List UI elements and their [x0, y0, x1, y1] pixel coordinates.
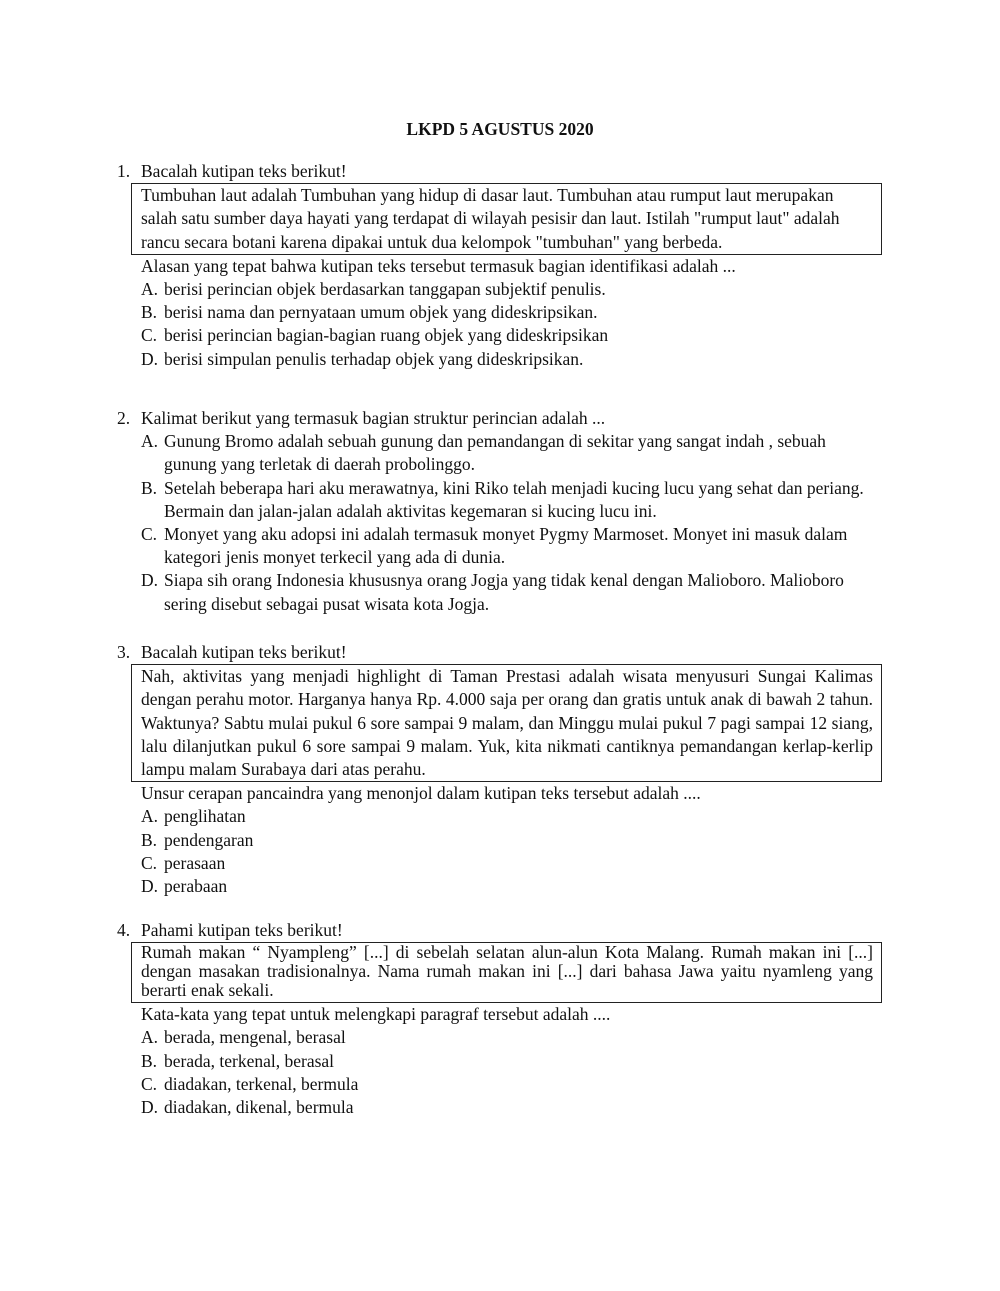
option-4c[interactable]	[117, 1073, 882, 1096]
option-text: diadakan, dikenal, bermula	[164, 1097, 354, 1118]
option-4b[interactable]	[117, 1050, 882, 1073]
option-text: perasaan	[164, 852, 226, 873]
option-letter: C.	[141, 1073, 158, 1094]
option-1a[interactable]	[117, 278, 882, 301]
question-1	[117, 160, 882, 371]
question-4-passage-box: Rumah makan “ Nyampleng” [...] di sebelah selatan alun-alun Kota Malang. Rumah makan ini [...] dengan masakan tradisionalnya. Nama rumah makan ini [...] dari bahasa Jawa yaitu nyamleng yang berarti enak sekali.	[131, 942, 882, 1003]
question-3-text: Unsur cerapan pancaindra yang menonjol dalam kutipan teks tersebut adalah ....	[141, 783, 701, 804]
option-letter: A.	[141, 431, 159, 452]
option-letter: A.	[141, 806, 159, 827]
option-text: Siapa sih orang Indonesia khususnya orang Jogja yang tidak kenal dengan Malioboro. Malioboro sering disebut sebagai pusat wisata kota Jogja.	[164, 570, 844, 614]
option-1b[interactable]	[117, 301, 882, 324]
option-text: berisi perincian objek berdasarkan tanggapan subjektif penulis.	[164, 279, 606, 300]
question-number: 3.	[117, 642, 131, 662]
question-number: 2.	[117, 408, 131, 428]
option-letter: D.	[141, 348, 159, 369]
option-4d[interactable]	[117, 1096, 882, 1119]
option-2c[interactable]	[117, 523, 882, 569]
option-1d[interactable]	[117, 348, 882, 371]
option-letter: B.	[141, 829, 158, 850]
question-4-text: Kata-kata yang tepat untuk melengkapi paragraf tersebut adalah ....	[141, 1004, 611, 1025]
question-1-text: Alasan yang tepat bahwa kutipan teks tersebut termasuk bagian identifikasi adalah ...	[141, 255, 736, 276]
option-letter: D.	[141, 876, 159, 897]
question-3-passage-box: Nah, aktivitas yang menjadi highlight di Taman Prestasi adalah wisata menyusuri Sungai Kalimas dengan perahu motor. Harganya hanya Rp. 4.000 saja per orang dan gratis untuk anak di bawah 2 tahun. Waktunya? Sabtu mulai pukul 6 sore sampai 9 malam, dan Minggu mulai pukul 7 pagi sampai 12 siang, lalu dilanjutkan pukul 6 sore sampai 9 malam. Yuk, kita nikmati cantiknya pemandangan kerlap-kerlip lampu malam Surabaya dari atas perahu.	[131, 664, 882, 782]
question-number: 1.	[117, 161, 131, 181]
question-1-passage-box: Tumbuhan laut adalah Tumbuhan yang hidup di dasar laut. Tumbuhan atau rumput laut merupakan salah satu sumber daya hayati yang terdapat di wilayah pesisir dan laut. Istilah "rumput laut" adalah rancu secara botani karena dipakai untuk dua kelompok "tumbuhan" yang berbeda.	[131, 183, 882, 255]
option-text: berisi perincian bagian-bagian ruang objek yang dideskripsikan	[164, 325, 609, 346]
option-letter: B.	[141, 1050, 158, 1071]
question-2	[117, 407, 882, 616]
option-letter: C.	[141, 325, 158, 346]
option-text: Monyet yang aku adopsi ini adalah termasuk monyet Pygmy Marmoset. Monyet ini masuk dalam kategori jenis monyet terkecil yang ada di dunia.	[164, 524, 848, 568]
option-3a[interactable]	[117, 805, 882, 828]
option-3b[interactable]	[117, 829, 882, 852]
option-letter: A.	[141, 1027, 159, 1048]
option-letter: A.	[141, 279, 159, 300]
option-3c[interactable]	[117, 852, 882, 875]
option-3d[interactable]	[117, 875, 882, 898]
option-text: berada, mengenal, berasal	[164, 1027, 346, 1048]
option-text: berisi nama dan pernyataan umum objek yang dideskripsikan.	[164, 302, 598, 323]
option-2a[interactable]	[117, 430, 882, 476]
option-text: pendengaran	[164, 829, 254, 850]
option-letter: D.	[141, 1097, 159, 1118]
question-4-prompt: 4. Pahami kutipan teks berikut!	[117, 919, 882, 942]
option-letter: B.	[141, 302, 158, 323]
option-letter: C.	[141, 852, 158, 873]
option-2d[interactable]	[117, 569, 882, 615]
option-2b[interactable]	[117, 477, 882, 523]
option-text: penglihatan	[164, 806, 246, 827]
option-text: diadakan, terkenal, bermula	[164, 1073, 359, 1094]
option-text: berisi simpulan penulis terhadap objek yang dideskripsikan.	[164, 348, 584, 369]
option-letter: D.	[141, 570, 159, 591]
page-title: LKPD 5 AGUSTUS 2020	[406, 119, 594, 139]
question-3-prompt: 3. Bacalah kutipan teks berikut!	[117, 641, 882, 664]
option-text: berada, terkenal, berasal	[164, 1050, 335, 1071]
option-4a[interactable]	[117, 1026, 882, 1049]
option-text: perabaan	[164, 876, 228, 897]
question-number: 4.	[117, 920, 131, 940]
question-1-prompt: 1. Bacalah kutipan teks berikut!	[117, 160, 882, 183]
option-letter: C.	[141, 524, 158, 545]
option-letter: B.	[141, 477, 158, 498]
option-text: Gunung Bromo adalah sebuah gunung dan pemandangan di sekitar yang sangat indah , sebuah gunung yang terletak di daerah probolinggo.	[164, 431, 826, 475]
option-text: Setelah beberapa hari aku merawatnya, kini Riko telah menjadi kucing lucu yang sehat dan periang. Bermain dan jalan-jalan adalah aktivitas kegemaran si kucing lucu ini.	[164, 477, 864, 521]
question-2-prompt: 2. Kalimat berikut yang termasuk bagian struktur perincian adalah ...	[117, 407, 882, 430]
question-3	[117, 641, 882, 898]
question-4	[117, 919, 882, 1119]
option-1c[interactable]	[117, 324, 882, 347]
